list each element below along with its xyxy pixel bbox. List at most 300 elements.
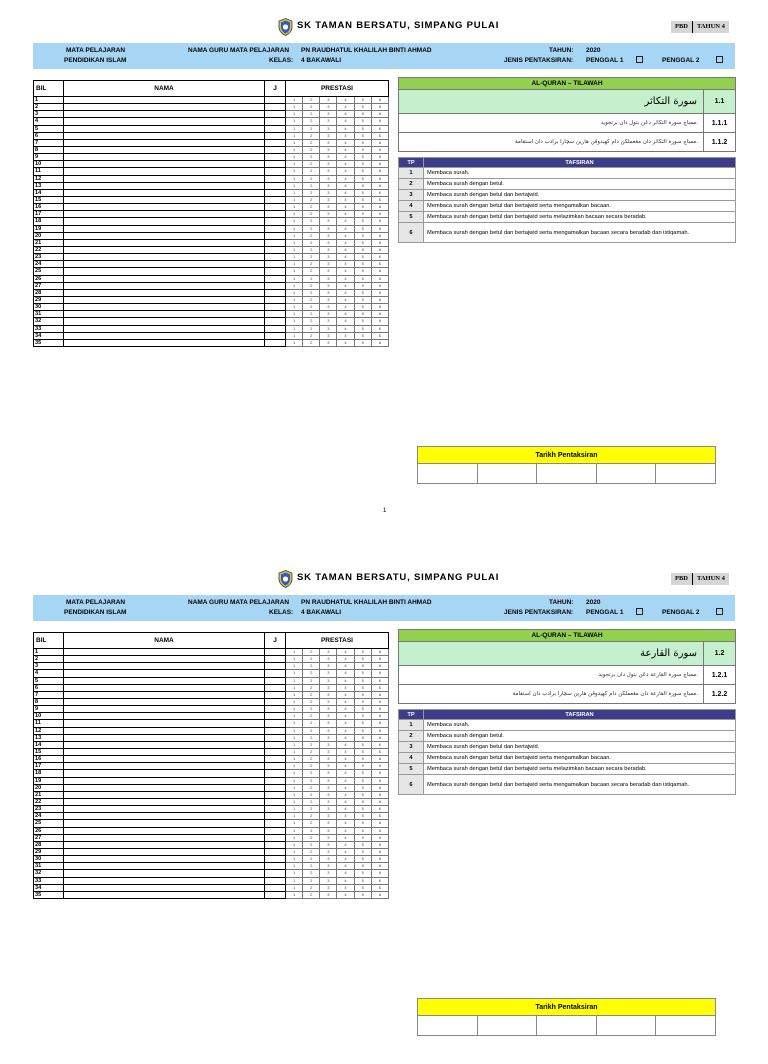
score-option[interactable]: 4 <box>337 97 354 104</box>
student-name-cell[interactable] <box>64 304 265 311</box>
score-option[interactable]: 1 <box>286 268 303 275</box>
score-option[interactable]: 1 <box>286 318 303 325</box>
score-option[interactable]: 6 <box>371 196 388 203</box>
score-option[interactable]: 2 <box>303 691 320 698</box>
score-option[interactable]: 3 <box>320 132 337 139</box>
score-option[interactable]: 5 <box>354 218 371 225</box>
score-option[interactable]: 3 <box>320 325 337 332</box>
score-option[interactable]: 1 <box>286 756 303 763</box>
score-option[interactable]: 2 <box>303 813 320 820</box>
score-option[interactable]: 6 <box>371 132 388 139</box>
score-option[interactable]: 1 <box>286 118 303 125</box>
score-option[interactable]: 1 <box>286 784 303 791</box>
score-option[interactable]: 2 <box>303 211 320 218</box>
score-option[interactable]: 2 <box>303 720 320 727</box>
gender-cell[interactable] <box>265 806 286 813</box>
score-option[interactable]: 5 <box>354 720 371 727</box>
score-option[interactable]: 2 <box>303 239 320 246</box>
student-name-cell[interactable] <box>64 663 265 670</box>
student-name-cell[interactable] <box>64 677 265 684</box>
score-option[interactable]: 1 <box>286 161 303 168</box>
student-name-cell[interactable] <box>64 834 265 841</box>
score-option[interactable]: 3 <box>320 656 337 663</box>
gender-cell[interactable] <box>265 289 286 296</box>
score-option[interactable]: 2 <box>303 884 320 891</box>
score-option[interactable]: 3 <box>320 649 337 656</box>
score-option[interactable]: 2 <box>303 268 320 275</box>
score-option[interactable]: 3 <box>320 756 337 763</box>
student-name-cell[interactable] <box>64 204 265 211</box>
score-option[interactable]: 6 <box>371 720 388 727</box>
score-option[interactable]: 1 <box>286 189 303 196</box>
tarikh-cell[interactable] <box>537 1016 597 1036</box>
student-name-cell[interactable] <box>64 848 265 855</box>
score-option[interactable]: 4 <box>337 834 354 841</box>
score-option[interactable]: 2 <box>303 663 320 670</box>
score-option[interactable]: 5 <box>354 246 371 253</box>
score-option[interactable]: 4 <box>337 261 354 268</box>
score-option[interactable]: 2 <box>303 706 320 713</box>
student-name-cell[interactable] <box>64 225 265 232</box>
score-option[interactable]: 6 <box>371 97 388 104</box>
gender-cell[interactable] <box>265 820 286 827</box>
score-option[interactable]: 6 <box>371 168 388 175</box>
score-option[interactable]: 5 <box>354 339 371 346</box>
score-option[interactable]: 5 <box>354 139 371 146</box>
gender-cell[interactable] <box>265 97 286 104</box>
score-option[interactable]: 3 <box>320 275 337 282</box>
score-option[interactable]: 1 <box>286 296 303 303</box>
score-option[interactable]: 1 <box>286 877 303 884</box>
score-option[interactable]: 6 <box>371 734 388 741</box>
score-option[interactable]: 2 <box>303 118 320 125</box>
gender-cell[interactable] <box>265 784 286 791</box>
score-option[interactable]: 2 <box>303 756 320 763</box>
score-option[interactable]: 2 <box>303 332 320 339</box>
score-option[interactable]: 4 <box>337 791 354 798</box>
score-option[interactable]: 4 <box>337 670 354 677</box>
score-option[interactable]: 4 <box>337 175 354 182</box>
score-option[interactable]: 1 <box>286 806 303 813</box>
score-option[interactable]: 5 <box>354 820 371 827</box>
score-option[interactable]: 2 <box>303 856 320 863</box>
gender-cell[interactable] <box>265 734 286 741</box>
score-option[interactable]: 3 <box>320 820 337 827</box>
score-option[interactable]: 6 <box>371 834 388 841</box>
gender-cell[interactable] <box>265 827 286 834</box>
score-option[interactable]: 4 <box>337 282 354 289</box>
gender-cell[interactable] <box>265 777 286 784</box>
score-option[interactable]: 2 <box>303 791 320 798</box>
score-option[interactable]: 3 <box>320 884 337 891</box>
gender-cell[interactable] <box>265 182 286 189</box>
score-option[interactable]: 5 <box>354 254 371 261</box>
student-name-cell[interactable] <box>64 670 265 677</box>
score-option[interactable]: 6 <box>371 891 388 898</box>
score-option[interactable]: 4 <box>337 289 354 296</box>
score-option[interactable]: 4 <box>337 713 354 720</box>
score-option[interactable]: 2 <box>303 296 320 303</box>
score-option[interactable]: 5 <box>354 175 371 182</box>
student-name-cell[interactable] <box>64 734 265 741</box>
score-option[interactable]: 2 <box>303 841 320 848</box>
score-option[interactable]: 2 <box>303 734 320 741</box>
score-option[interactable]: 6 <box>371 268 388 275</box>
score-option[interactable]: 1 <box>286 727 303 734</box>
score-option[interactable]: 3 <box>320 698 337 705</box>
student-name-cell[interactable] <box>64 791 265 798</box>
score-option[interactable]: 2 <box>303 218 320 225</box>
score-option[interactable]: 5 <box>354 168 371 175</box>
student-name-cell[interactable] <box>64 282 265 289</box>
student-name-cell[interactable] <box>64 296 265 303</box>
score-option[interactable]: 5 <box>354 211 371 218</box>
score-option[interactable]: 6 <box>371 289 388 296</box>
gender-cell[interactable] <box>265 268 286 275</box>
score-option[interactable]: 3 <box>320 763 337 770</box>
score-option[interactable]: 5 <box>354 656 371 663</box>
score-option[interactable]: 2 <box>303 870 320 877</box>
score-option[interactable]: 3 <box>320 741 337 748</box>
student-name-cell[interactable] <box>64 777 265 784</box>
gender-cell[interactable] <box>265 175 286 182</box>
score-option[interactable]: 5 <box>354 706 371 713</box>
student-name-cell[interactable] <box>64 311 265 318</box>
student-name-cell[interactable] <box>64 289 265 296</box>
score-option[interactable]: 5 <box>354 677 371 684</box>
score-option[interactable]: 3 <box>320 175 337 182</box>
score-option[interactable]: 5 <box>354 232 371 239</box>
student-name-cell[interactable] <box>64 325 265 332</box>
gender-cell[interactable] <box>265 649 286 656</box>
score-option[interactable]: 2 <box>303 727 320 734</box>
score-option[interactable]: 2 <box>303 311 320 318</box>
score-option[interactable]: 5 <box>354 275 371 282</box>
score-option[interactable]: 1 <box>286 820 303 827</box>
score-option[interactable]: 1 <box>286 261 303 268</box>
score-option[interactable]: 3 <box>320 296 337 303</box>
score-option[interactable]: 6 <box>371 856 388 863</box>
score-option[interactable]: 2 <box>303 161 320 168</box>
student-name-cell[interactable] <box>64 318 265 325</box>
score-option[interactable]: 2 <box>303 125 320 132</box>
student-name-cell[interactable] <box>64 841 265 848</box>
score-option[interactable]: 3 <box>320 684 337 691</box>
score-option[interactable]: 4 <box>337 182 354 189</box>
score-option[interactable]: 2 <box>303 232 320 239</box>
score-option[interactable]: 2 <box>303 741 320 748</box>
score-option[interactable]: 6 <box>371 118 388 125</box>
score-option[interactable]: 3 <box>320 104 337 111</box>
score-option[interactable]: 2 <box>303 225 320 232</box>
student-name-cell[interactable] <box>64 168 265 175</box>
score-option[interactable]: 6 <box>371 763 388 770</box>
gender-cell[interactable] <box>265 677 286 684</box>
score-option[interactable]: 1 <box>286 777 303 784</box>
student-name-cell[interactable] <box>64 211 265 218</box>
score-option[interactable]: 3 <box>320 891 337 898</box>
score-option[interactable]: 1 <box>286 791 303 798</box>
score-option[interactable]: 6 <box>371 275 388 282</box>
gender-cell[interactable] <box>265 246 286 253</box>
score-option[interactable]: 3 <box>320 713 337 720</box>
score-option[interactable]: 2 <box>303 196 320 203</box>
student-name-cell[interactable] <box>64 770 265 777</box>
score-option[interactable]: 4 <box>337 863 354 870</box>
score-option[interactable]: 3 <box>320 139 337 146</box>
score-option[interactable]: 3 <box>320 670 337 677</box>
score-option[interactable]: 2 <box>303 770 320 777</box>
score-option[interactable]: 2 <box>303 339 320 346</box>
gender-cell[interactable] <box>265 225 286 232</box>
score-option[interactable]: 6 <box>371 870 388 877</box>
gender-cell[interactable] <box>265 168 286 175</box>
score-option[interactable]: 5 <box>354 268 371 275</box>
score-option[interactable]: 2 <box>303 798 320 805</box>
student-name-cell[interactable] <box>64 218 265 225</box>
gender-cell[interactable] <box>265 204 286 211</box>
score-option[interactable]: 3 <box>320 196 337 203</box>
student-name-cell[interactable] <box>64 189 265 196</box>
score-option[interactable]: 2 <box>303 649 320 656</box>
gender-cell[interactable] <box>265 318 286 325</box>
score-option[interactable]: 6 <box>371 656 388 663</box>
gender-cell[interactable] <box>265 332 286 339</box>
score-option[interactable]: 5 <box>354 239 371 246</box>
score-option[interactable]: 6 <box>371 311 388 318</box>
score-option[interactable]: 1 <box>286 154 303 161</box>
score-option[interactable]: 4 <box>337 304 354 311</box>
score-option[interactable]: 5 <box>354 756 371 763</box>
score-option[interactable]: 6 <box>371 225 388 232</box>
gender-cell[interactable] <box>265 834 286 841</box>
score-option[interactable]: 4 <box>337 734 354 741</box>
score-option[interactable]: 1 <box>286 663 303 670</box>
score-option[interactable]: 6 <box>371 111 388 118</box>
score-option[interactable]: 5 <box>354 877 371 884</box>
gender-cell[interactable] <box>265 863 286 870</box>
score-option[interactable]: 3 <box>320 339 337 346</box>
score-option[interactable]: 2 <box>303 677 320 684</box>
score-option[interactable]: 4 <box>337 325 354 332</box>
gender-cell[interactable] <box>265 841 286 848</box>
score-option[interactable]: 5 <box>354 296 371 303</box>
score-option[interactable]: 4 <box>337 132 354 139</box>
score-option[interactable]: 3 <box>320 97 337 104</box>
score-option[interactable]: 1 <box>286 763 303 770</box>
score-option[interactable]: 2 <box>303 318 320 325</box>
score-option[interactable]: 4 <box>337 275 354 282</box>
score-option[interactable]: 3 <box>320 311 337 318</box>
score-option[interactable]: 2 <box>303 254 320 261</box>
score-option[interactable]: 4 <box>337 748 354 755</box>
score-option[interactable]: 1 <box>286 870 303 877</box>
gender-cell[interactable] <box>265 132 286 139</box>
score-option[interactable]: 3 <box>320 834 337 841</box>
score-option[interactable]: 5 <box>354 289 371 296</box>
score-option[interactable]: 5 <box>354 777 371 784</box>
score-option[interactable]: 5 <box>354 748 371 755</box>
score-option[interactable]: 1 <box>286 720 303 727</box>
gender-cell[interactable] <box>265 870 286 877</box>
score-option[interactable]: 5 <box>354 848 371 855</box>
score-option[interactable]: 4 <box>337 125 354 132</box>
student-name-cell[interactable] <box>64 756 265 763</box>
tarikh-cell[interactable] <box>537 464 597 484</box>
student-name-cell[interactable] <box>64 196 265 203</box>
score-option[interactable]: 4 <box>337 146 354 153</box>
score-option[interactable]: 3 <box>320 318 337 325</box>
score-option[interactable]: 2 <box>303 784 320 791</box>
score-option[interactable]: 5 <box>354 798 371 805</box>
score-option[interactable]: 4 <box>337 656 354 663</box>
score-option[interactable]: 5 <box>354 827 371 834</box>
score-option[interactable]: 2 <box>303 827 320 834</box>
tarikh-cell[interactable] <box>418 1016 478 1036</box>
gender-cell[interactable] <box>265 727 286 734</box>
score-option[interactable]: 4 <box>337 727 354 734</box>
tarikh-cell[interactable] <box>418 464 478 484</box>
score-option[interactable]: 6 <box>371 884 388 891</box>
score-option[interactable]: 1 <box>286 734 303 741</box>
score-option[interactable]: 1 <box>286 204 303 211</box>
score-option[interactable]: 6 <box>371 770 388 777</box>
score-option[interactable]: 6 <box>371 784 388 791</box>
score-option[interactable]: 1 <box>286 125 303 132</box>
score-option[interactable]: 1 <box>286 339 303 346</box>
score-option[interactable]: 6 <box>371 877 388 884</box>
score-option[interactable]: 1 <box>286 139 303 146</box>
score-option[interactable]: 2 <box>303 204 320 211</box>
score-option[interactable]: 2 <box>303 848 320 855</box>
score-option[interactable]: 5 <box>354 196 371 203</box>
score-option[interactable]: 3 <box>320 254 337 261</box>
student-name-cell[interactable] <box>64 139 265 146</box>
score-option[interactable]: 5 <box>354 734 371 741</box>
tarikh-cell[interactable] <box>656 464 716 484</box>
score-option[interactable]: 2 <box>303 670 320 677</box>
score-option[interactable]: 5 <box>354 649 371 656</box>
score-option[interactable]: 1 <box>286 111 303 118</box>
score-option[interactable]: 1 <box>286 691 303 698</box>
score-option[interactable]: 1 <box>286 196 303 203</box>
student-name-cell[interactable] <box>64 339 265 346</box>
score-option[interactable]: 6 <box>371 863 388 870</box>
score-option[interactable]: 2 <box>303 97 320 104</box>
score-option[interactable]: 1 <box>286 289 303 296</box>
score-option[interactable]: 6 <box>371 827 388 834</box>
score-option[interactable]: 3 <box>320 268 337 275</box>
student-name-cell[interactable] <box>64 727 265 734</box>
score-option[interactable]: 4 <box>337 756 354 763</box>
score-option[interactable]: 4 <box>337 318 354 325</box>
score-option[interactable]: 5 <box>354 863 371 870</box>
gender-cell[interactable] <box>265 891 286 898</box>
score-option[interactable]: 5 <box>354 663 371 670</box>
gender-cell[interactable] <box>265 325 286 332</box>
score-option[interactable]: 5 <box>354 154 371 161</box>
score-option[interactable]: 2 <box>303 863 320 870</box>
score-option[interactable]: 2 <box>303 748 320 755</box>
score-option[interactable]: 4 <box>337 104 354 111</box>
gender-cell[interactable] <box>265 741 286 748</box>
gender-cell[interactable] <box>265 684 286 691</box>
score-option[interactable]: 1 <box>286 325 303 332</box>
score-option[interactable]: 5 <box>354 834 371 841</box>
score-option[interactable]: 5 <box>354 97 371 104</box>
score-option[interactable]: 1 <box>286 684 303 691</box>
score-option[interactable]: 6 <box>371 748 388 755</box>
score-option[interactable]: 2 <box>303 684 320 691</box>
score-option[interactable]: 4 <box>337 763 354 770</box>
score-option[interactable]: 5 <box>354 161 371 168</box>
score-option[interactable]: 2 <box>303 282 320 289</box>
score-option[interactable]: 1 <box>286 146 303 153</box>
student-name-cell[interactable] <box>64 232 265 239</box>
score-option[interactable]: 5 <box>354 791 371 798</box>
score-option[interactable]: 6 <box>371 820 388 827</box>
score-option[interactable]: 3 <box>320 777 337 784</box>
score-option[interactable]: 6 <box>371 282 388 289</box>
score-option[interactable]: 1 <box>286 698 303 705</box>
score-option[interactable]: 5 <box>354 325 371 332</box>
score-option[interactable]: 1 <box>286 741 303 748</box>
score-option[interactable]: 3 <box>320 877 337 884</box>
score-option[interactable]: 4 <box>337 154 354 161</box>
score-option[interactable]: 3 <box>320 848 337 855</box>
student-name-cell[interactable] <box>64 97 265 104</box>
student-name-cell[interactable] <box>64 268 265 275</box>
score-option[interactable]: 1 <box>286 813 303 820</box>
score-option[interactable]: 5 <box>354 132 371 139</box>
student-name-cell[interactable] <box>64 125 265 132</box>
score-option[interactable]: 6 <box>371 246 388 253</box>
score-option[interactable]: 3 <box>320 856 337 863</box>
score-option[interactable]: 4 <box>337 841 354 848</box>
score-option[interactable]: 2 <box>303 834 320 841</box>
student-name-cell[interactable] <box>64 118 265 125</box>
score-option[interactable]: 1 <box>286 827 303 834</box>
gender-cell[interactable] <box>265 756 286 763</box>
score-option[interactable]: 1 <box>286 856 303 863</box>
score-option[interactable]: 2 <box>303 877 320 884</box>
score-option[interactable]: 3 <box>320 261 337 268</box>
score-option[interactable]: 4 <box>337 139 354 146</box>
score-option[interactable]: 4 <box>337 877 354 884</box>
gender-cell[interactable] <box>265 691 286 698</box>
student-name-cell[interactable] <box>64 111 265 118</box>
score-option[interactable]: 2 <box>303 275 320 282</box>
score-option[interactable]: 1 <box>286 132 303 139</box>
student-name-cell[interactable] <box>64 706 265 713</box>
score-option[interactable]: 5 <box>354 763 371 770</box>
student-name-cell[interactable] <box>64 239 265 246</box>
score-option[interactable]: 3 <box>320 841 337 848</box>
score-option[interactable]: 6 <box>371 727 388 734</box>
student-name-cell[interactable] <box>64 891 265 898</box>
gender-cell[interactable] <box>265 713 286 720</box>
student-name-cell[interactable] <box>64 656 265 663</box>
score-option[interactable]: 3 <box>320 720 337 727</box>
score-option[interactable]: 6 <box>371 154 388 161</box>
student-name-cell[interactable] <box>64 691 265 698</box>
score-option[interactable]: 3 <box>320 784 337 791</box>
student-name-cell[interactable] <box>64 784 265 791</box>
gender-cell[interactable] <box>265 656 286 663</box>
score-option[interactable]: 5 <box>354 891 371 898</box>
student-name-cell[interactable] <box>64 720 265 727</box>
score-option[interactable]: 3 <box>320 189 337 196</box>
